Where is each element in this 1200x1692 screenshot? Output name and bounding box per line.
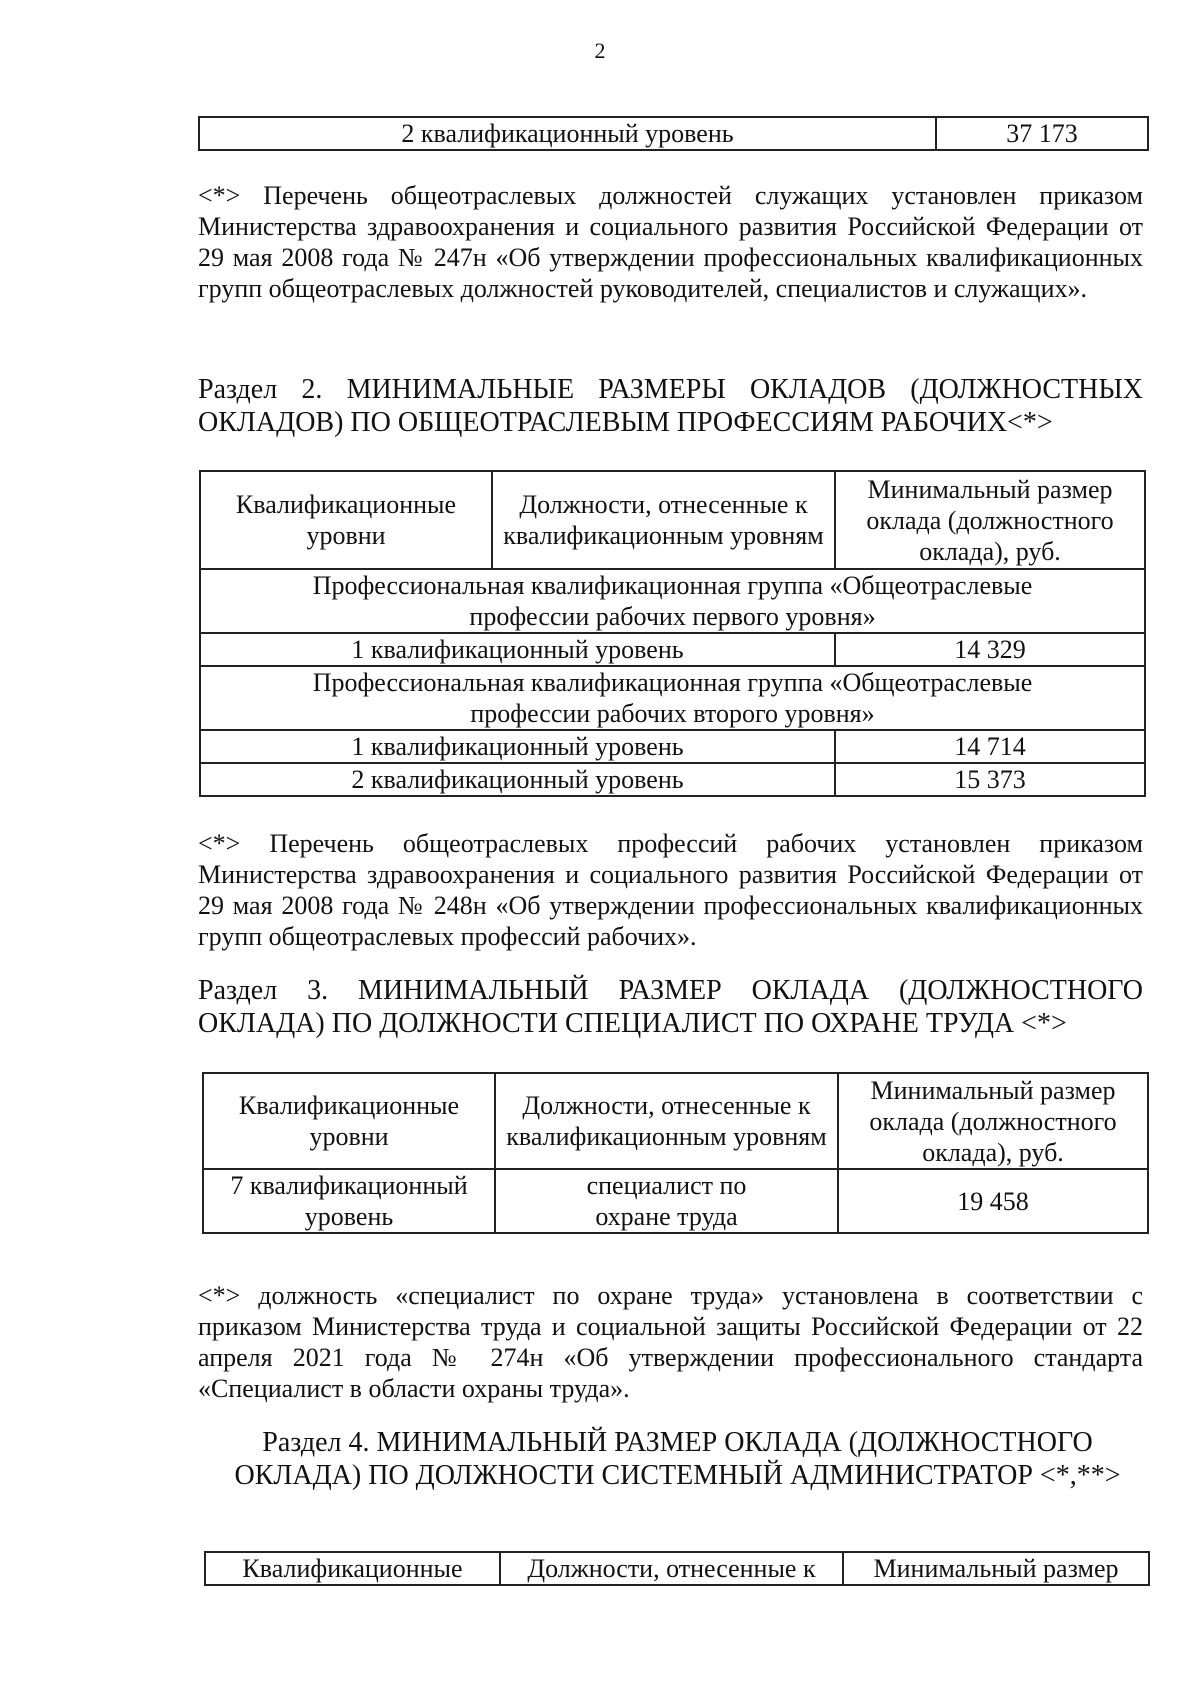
section-3-heading: Раздел 3. МИНИМАЛЬНЫЙ РАЗМЕР ОКЛАДА (ДОЛЖНОСТНОГО ОКЛАДА) ПО ДОЛЖНОСТИ СПЕЦИАЛИСТ ПО ОХРАНЕ ТРУДА <*> [198, 975, 1143, 1039]
position-cell: специалист по охране труда [495, 1169, 838, 1233]
header-levels: Квалификационные уровни [203, 1073, 495, 1169]
footnote-1: <*> Перечень общеотраслевых должностей служащих установлен приказом Министерства здравоохранения и социального развития Российской Федерации от 29 мая 2008 года № 247н «Об утверждении профессиональных квалификационных групп общеотраслевых должностей руководителей, специалистов и служащих». [198, 181, 1143, 303]
group-2-title: Профессиональная квалификационная группа «Общеотраслевые профессии рабочих второго уровня» [200, 666, 1145, 730]
level-cell: 2 квалификационный уровень [200, 763, 835, 796]
group-row [200, 569, 1145, 633]
salary-cell: 15 373 [835, 763, 1145, 796]
table-header-row [200, 471, 1145, 569]
header-positions: Должности, отнесенные к квалификационным уровням [495, 1073, 838, 1169]
header-min-salary: Минимальный размер оклада (должностного оклада), руб. [838, 1073, 1148, 1169]
section-4-heading: Раздел 4. МИНИМАЛЬНЫЙ РАЗМЕР ОКЛАДА (ДОЛЖНОСТНОГО ОКЛАДА) ПО ДОЛЖНОСТИ СИСТЕМНЫЙ АДМИНИСТРАТОР <*,**> [234, 1427, 1121, 1491]
section-2-table [199, 470, 1146, 797]
salary-cell: 37 173 [936, 117, 1148, 150]
table-row [199, 117, 1148, 150]
table-header-row [205, 1552, 1149, 1585]
continuation-table [198, 116, 1149, 151]
level-cell: 1 квалификационный уровень [200, 633, 835, 666]
footnote-2: <*> Перечень общеотраслевых профессий рабочих установлен приказом Министерства здравоохранения и социального развития Российской Федерации от 29 мая 2008 года № 248н «Об утверждении профессиональных квалификационных групп общеотраслевых профессий рабочих». [198, 829, 1143, 951]
header-positions: Должности, отнесенные к квалификационным уровням [492, 471, 835, 569]
section-4-table [204, 1551, 1150, 1586]
table-row [203, 1169, 1148, 1233]
salary-cell: 14 329 [835, 633, 1145, 666]
level-cell: 1 квалификационный уровень [200, 730, 835, 763]
salary-cell: 14 714 [835, 730, 1145, 763]
group-row [200, 666, 1145, 730]
section-2-heading: Раздел 2. МИНИМАЛЬНЫЕ РАЗМЕРЫ ОКЛАДОВ (ДОЛЖНОСТНЫХ ОКЛАДОВ) ПО ОБЩЕОТРАСЛЕВЫМ ПРОФЕССИЯМ РАБОЧИХ<*> [198, 374, 1143, 438]
table-row [200, 633, 1145, 666]
table-header-row [203, 1073, 1148, 1169]
level-cell: 7 квалификационный уровень [203, 1169, 495, 1233]
group-1-title: Профессиональная квалификационная группа «Общеотраслевые профессии рабочих первого уровня» [200, 569, 1145, 633]
level-cell: 2 квалификационный уровень [199, 117, 936, 150]
table-row [200, 763, 1145, 796]
header-positions: Должности, отнесенные к [500, 1552, 843, 1585]
header-min-salary: Минимальный размер оклада (должностного оклада), руб. [835, 471, 1145, 569]
header-levels: Квалификационные [205, 1552, 500, 1585]
salary-cell: 19 458 [838, 1169, 1148, 1233]
table-row [200, 730, 1145, 763]
section-3-table [202, 1072, 1149, 1234]
page-number: 2 [594, 38, 606, 63]
footnote-3: <*> должность «специалист по охране труда» установлена в соответствии с приказом Министерства труда и социальной защиты Российской Федерации от 22 апреля 2021 года № 274н «Об утверждении профессионального стандарта «Специалист в области охраны труда». [198, 1281, 1143, 1403]
header-min-salary: Минимальный размер [843, 1552, 1149, 1585]
header-levels: Квалификационные уровни [200, 471, 492, 569]
